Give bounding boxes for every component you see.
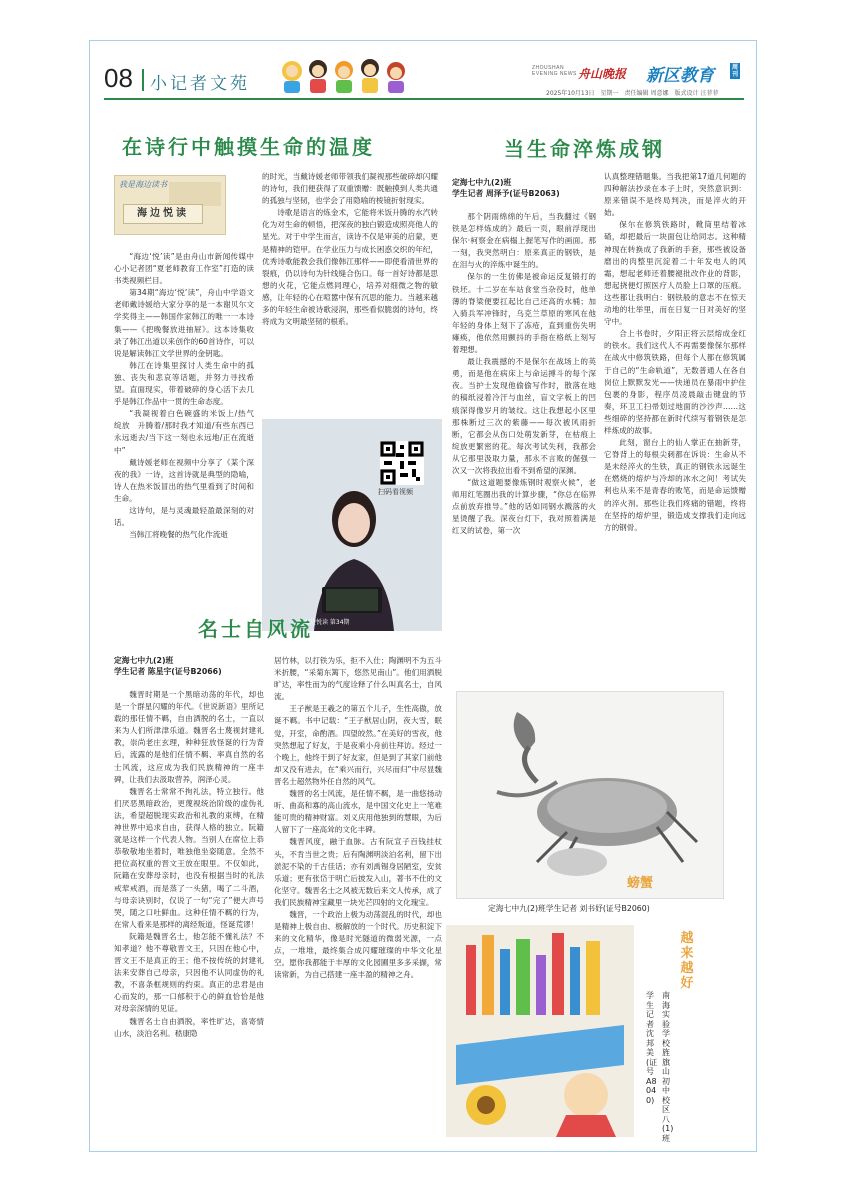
- newspaper-page: [89, 40, 757, 1152]
- logo-en-2: EVENING NEWS: [532, 71, 577, 77]
- art2-byline-class: 定海七中九(2)班: [114, 656, 174, 665]
- art3-c1-p3: 最让我震撼的不是保尔在战场上的英勇，而是他在病床上与命运搏斗的每个深夜。当护士发现他偷偷写作时，散落在地的稿纸浸着冷汗与血丝，盲文字板上的凹痕深得像岁月的皱纹。这让我想起小区里那株断过三次的紫藤——每次被风雨折断，它都会从伤口处萌发新芽，在枯痕上绽放更繁密的花。每次考试失利，我都会从它那里汲取力量，那永不言败的倔强一次又一次将我拉出看不到希望的深渊。: [452, 357, 596, 475]
- art3-c1-p4: “做这道题要像炼钢时观察火候”，老师用红笔圈出我的计算步骤，“你总在临界点前放弃推导。”他的话如同钢水溅落的火星烫醒了我。深夜台灯下，我对照着满是红叉的试卷，第一次: [452, 478, 596, 536]
- art2-byline: [114, 655, 264, 685]
- dateline: 2025年10月13日 星期一 责任编辑 周意娜 版式设计 汪菲菲: [546, 90, 719, 97]
- art1-p7: 当韩江将晚餐的热气化作流逝: [129, 530, 228, 540]
- brand-tag: 周刊: [731, 64, 738, 78]
- better-painting: [446, 925, 634, 1137]
- promo-logo: [169, 182, 221, 206]
- header-rule: [104, 98, 744, 100]
- art2-col2: [274, 655, 442, 1141]
- art2-c1-p2: 魏晋名士常常不拘礼法，特立独行。他们厌恶黑暗政治，更蔑视统治阶级的虚伪礼法，希望超脱现实政治和礼教的束缚，在精神世界中追求自由，获得人格的独立。阮籍就是这样一个代表人物。当别人在席位上恭恭敬敬地坐着时，唯独他坐姿随意。全然不把位高权重的晋文王放在眼里。不仅如此，阮籍在安葬母亲时，也没有根据当时的礼法戒荤戒酒，而是蒸了一头猪，喝了二斗酒，与母亲诀别时，仅说了一句“完了”便大声号哭，随之口吐鲜血。这种任情不羁的行为，在常人看来是那样的离经叛道，怪诞荒谬！: [114, 786, 264, 929]
- crab-icon: [457, 692, 723, 898]
- logo-en: [532, 65, 577, 77]
- art3-c2-p1: 认真整理错题集。当我把第17道几何题的四种解法抄录在本子上时，突然意识到：原来错误不是终局判决，而是淬火的开始。: [604, 172, 746, 218]
- art2-byline-reporter: 学生记者 陈星宇(证号B2066): [114, 667, 222, 676]
- art1-c2-p2: 诗歌是语言的炼金术，它能将米饭升腾的水汽转化为对生命的顿悟，把深夜的独白锻造成照亮他人的星光。对于中学生而言，读诗不仅是审美的启蒙，更是精神的铠甲。在学业压力与成长困惑交织的年纪，优秀诗歌能教会我们像韩江那样——即使看清世界的裂痕，仍以诗句为针线缝合伤口。每一首好诗都是思想的火花，它能点燃同理心，培养对细微之物的敏感，让年轻的心在喧嚣中保有沉思的能力。当越来越多的年轻生命被诗歌浸润，那些看似脆弱的诗句，终将成为文明最坚韧的根系。: [262, 208, 438, 327]
- qr-code[interactable]: [380, 441, 424, 485]
- art1-c2-p1: 的时光，当戴诗媛老师带领我们凝视那些破碎却闪耀的诗句，我们便获得了双重馈赠：既触摸到人类共通的孤独与坚韧，也学会了用隐喻的棱镜折射现实。: [262, 172, 438, 206]
- page-number: 08: [104, 63, 133, 93]
- qr-code-icon: [380, 441, 424, 485]
- art1-p4: “我凝视着白色碗盛的米饭上/热气 绽放 升腾着/那时我才知道/有些东西已永远逝去/当下这一刻也永远地/正在流逝中”: [114, 409, 262, 455]
- art1-p1: “海边‘悦’读”是由舟山市新闻传媒中心小记者团“夏老师教育工作室”打造的读书类视频栏目。: [114, 252, 254, 286]
- promo-title: 海边悦读: [137, 208, 189, 219]
- crab-drawing: [456, 691, 724, 899]
- art1-p6: 这诗句，是与灵魂最轻盈最深刻的对话。: [114, 505, 254, 528]
- art2-c2-p2: 王子猷是王羲之的第五个儿子，生性高傲，放诞不羁。书中记载：“王子猷居山阴，夜大雪，眠觉，开室，命酌酒。四望皎然。”在美好的雪夜，他突然想起了好友，于是夜乘小舟前往拜访。经过一个晚上，他终于到了好友家，但是到了其家门前他却又没有进去，在“乘兴而行，兴尽而归”中尽显魏晋名士超然物外任自然的风气。: [274, 704, 442, 786]
- art1-p2: 第34期“海边‘悦’读”，舟山中学语文老师戴诗媛给大家分享的是一本谢贝尔文学奖得主——韩国作家韩江的唯一一本诗集——《把晚餐放进抽屉》。这本诗集收录了韩江出道以来创作的60首诗作，可以说是解读韩江文学世界的金钥匙。: [114, 288, 254, 358]
- art1-headline: 在诗行中触摸生命的温度: [122, 135, 375, 159]
- art2-c2-p3: 魏晋的名士风流，是任情不羁，是一曲悠扬动听、曲高和寡的高山流水，是中国文化史上一笔难能可贵的精神财富。刘义庆用他独到的慧眼，为后人留下了一座高耸的文化丰碑。: [274, 789, 442, 835]
- better-reporter: 学生记者 沈邦美(证号A8040): [646, 991, 658, 1105]
- promo-image: [114, 175, 226, 235]
- header-separator: [142, 69, 144, 91]
- promo-plaque: [123, 204, 203, 224]
- art2-c2-p1: 居竹林，以打铁为乐，拒不入仕；陶渊明不为五斗米折腰，“采菊东篱下，悠然见南山”。他们用洒脱旷达，率性而为的气度诠释了什么叫真名士，自风流。: [274, 656, 442, 702]
- crab-caption: 定海七中九(2)班学生记者 刘书妤(证号B2060): [488, 904, 650, 913]
- better-title: 越来越好: [680, 931, 694, 991]
- art2-c2-p5: 魏晋，一个政治上极为动荡混乱的时代，却也是精神上极自由、极解放的一个时代。历史积淀下来的文化精华，像是时光隧道的微弱光源，一点点，一堆堆，最终集合成闪耀璀璨的中华文化星空。愿你我都能于丰厚的文化园圃里多多采撷，常读常新，为自己搭建一座丰盈的精神之舟。: [274, 909, 442, 980]
- art2-col1: [114, 689, 264, 1141]
- art2-c1-p3: 阮籍是魏晋名士，他怎能不懂礼法？不知孝道？他不尊敬晋文王，只因在他心中，晋文王不是真正的王；他不按传统的封建礼法来安葬自己母亲，只因他不认同虚伪的礼教，不喜条框规则的约束。真正的忠君是由心而发的，那一口郁积于心的鲜血恰恰是他对母亲深情的见证。: [114, 931, 264, 1014]
- art2-c2-p4: 魏晋风度，融于血脉。古有阮宣子百钱挂杖头，不肯当世之贵；后有陶渊明淡泊名利，留下出淤泥不染的千古佳话；亦有刘禹锡身居陋室，安贫乐道；更有张岱于明亡后披发入山，著书不仕的文化坚守。魏晋名士之风被无数后来文人传承，成了我们民族精神宝藏里一块光芒四射的文化瑰宝。: [274, 837, 442, 907]
- video-watermark: 海边悦读 第34期: [304, 619, 350, 626]
- art2-c1-p1: 魏晋时期是一个黑暗动荡的年代，却也是一个群星闪耀的年代。《世说新语》里所记载的那任情不羁，自由洒脱的名士，一直以来为人们所津津乐道。魏晋名士蔑视封建礼教，崇尚老庄玄理，种种狂放怪诞的行为背后，流露的是他们任情不羁、率真自然的名士风流，这应成为我们民族精神的一座丰碑，让我们去汲取营养，润泽心灵。: [114, 690, 264, 784]
- qr-caption: 扫码看视频: [378, 488, 413, 496]
- art3-headline: 当生命淬炼成钢: [504, 137, 665, 161]
- art3-col1: [452, 211, 596, 673]
- video-frame[interactable]: [262, 419, 442, 631]
- art2-headline: 名士自风流: [198, 617, 313, 641]
- brand-edition: 新区教育: [646, 66, 714, 86]
- art1-col2: [262, 171, 438, 446]
- logo-en-1: ZHOUSHAN: [532, 65, 565, 71]
- art1-p3: 韩江在诗集里探讨人类生命中的孤独、丧失和悲哀等话题，并努力寻找希望。直面现实，带着破碎的身心活下去几乎是韩江作品中一贯的生命态度。: [114, 360, 254, 407]
- crab-title: 螃蟹: [627, 876, 654, 891]
- kids-illustration-icon: [278, 53, 418, 95]
- art3-byline: [452, 177, 602, 207]
- art3-col2: [604, 171, 746, 673]
- art3-c1-p1: 那个阴雨绵绵的午后，当我翻过《钢铁是怎样炼成的》最后一页，眼前浮现出保尔·柯察金在病榻上握笔写作的画面。那一刻，我突然明白：原来真正的钢铁，是在泪与火的淬炼中诞生的。: [452, 212, 596, 270]
- art3-c2-p3: 合上书卷时，夕阳正将云层熔成金红的铁水。我们这代人不再需要像保尔那样在战火中修筑铁路，但每个人都在修筑属于自己的“生命轨道”，无数普通人在各自岗位上默默发光——快递员在暴雨中护住包裹的身影，程序员凌晨敲击键盘的节奏，环卫工扫帚划过地面的沙沙声……这些细碎的坚持都在新时代续写着钢铁是怎样炼成的故事。: [604, 329, 746, 435]
- art1-p5: 戴诗媛老师在视频中分享了《某个深夜的我》一诗，这首诗就是典型的隐喻，诗人在热米饭冒出的热气里看到了时间和生命。: [114, 457, 254, 503]
- art2-c1-p4: 魏晋名士自由洒脱，率性旷达，喜寄情山水，淡泊名利。嵇康隐: [114, 1016, 264, 1038]
- section-title: 小记者文苑: [150, 74, 250, 94]
- brand-paper: 舟山晚报: [578, 67, 627, 81]
- art3-byline-reporter: 学生记者 周泽予(证号B2063): [452, 189, 560, 198]
- better-school: 南海实验学校旌旗山初中校区八(1)班: [662, 991, 674, 1143]
- painting-icon: [446, 925, 634, 1137]
- art3-c2-p2: 保尔在修筑铁路时，靴筒里结着冰碴，却把最后一块面包让给同志。这种精神现在转换成了我新的手套，那些被设备磨出的肉整里沉淀着二十年发电人的风霜，想起老师还着腰褪批改作业的背影，想起挠便灯照医疗人员脸上口罩的压痕。这些都让我明白：钢铁般的意志不在惊天动地的壮举里，而在日复一日对美好的坚守中。: [604, 220, 746, 327]
- art3-c2-p4: 此刻，窗台上的仙人掌正在抽新芽，它脊背上的每根尖刺都在诉说：生命从不是未经淬火的生铁，真正的钢铁永远诞生在燃烧的熔炉与冷却的冰水之间！考试失利也从来不是青春的败笔，而是命运馈赠的淬火剂。那些让我们疼痛的错题，终将在坚持的熔炉里，锻造成支撑我们走向远方的钢骨。: [604, 438, 746, 532]
- promo-script: 我是海边读书: [119, 180, 167, 189]
- art3-byline-class: 定海七中九(2)班: [452, 178, 512, 187]
- art3-c1-p2: 保尔的一生仿佛是被命运反复锻打的铁坯。十二岁在车站食堂当杂役时，他单薄的脊梁便要扛起比自己还高的水桶；加入骑兵军冲锋时，乌克兰草原的寒风在他年轻的身体上刻下了冻疮，直到重伤失明瘫痪，他依然用颤抖的手指在格纸上刻写着理想。: [452, 272, 596, 355]
- art1-col1: [114, 251, 262, 631]
